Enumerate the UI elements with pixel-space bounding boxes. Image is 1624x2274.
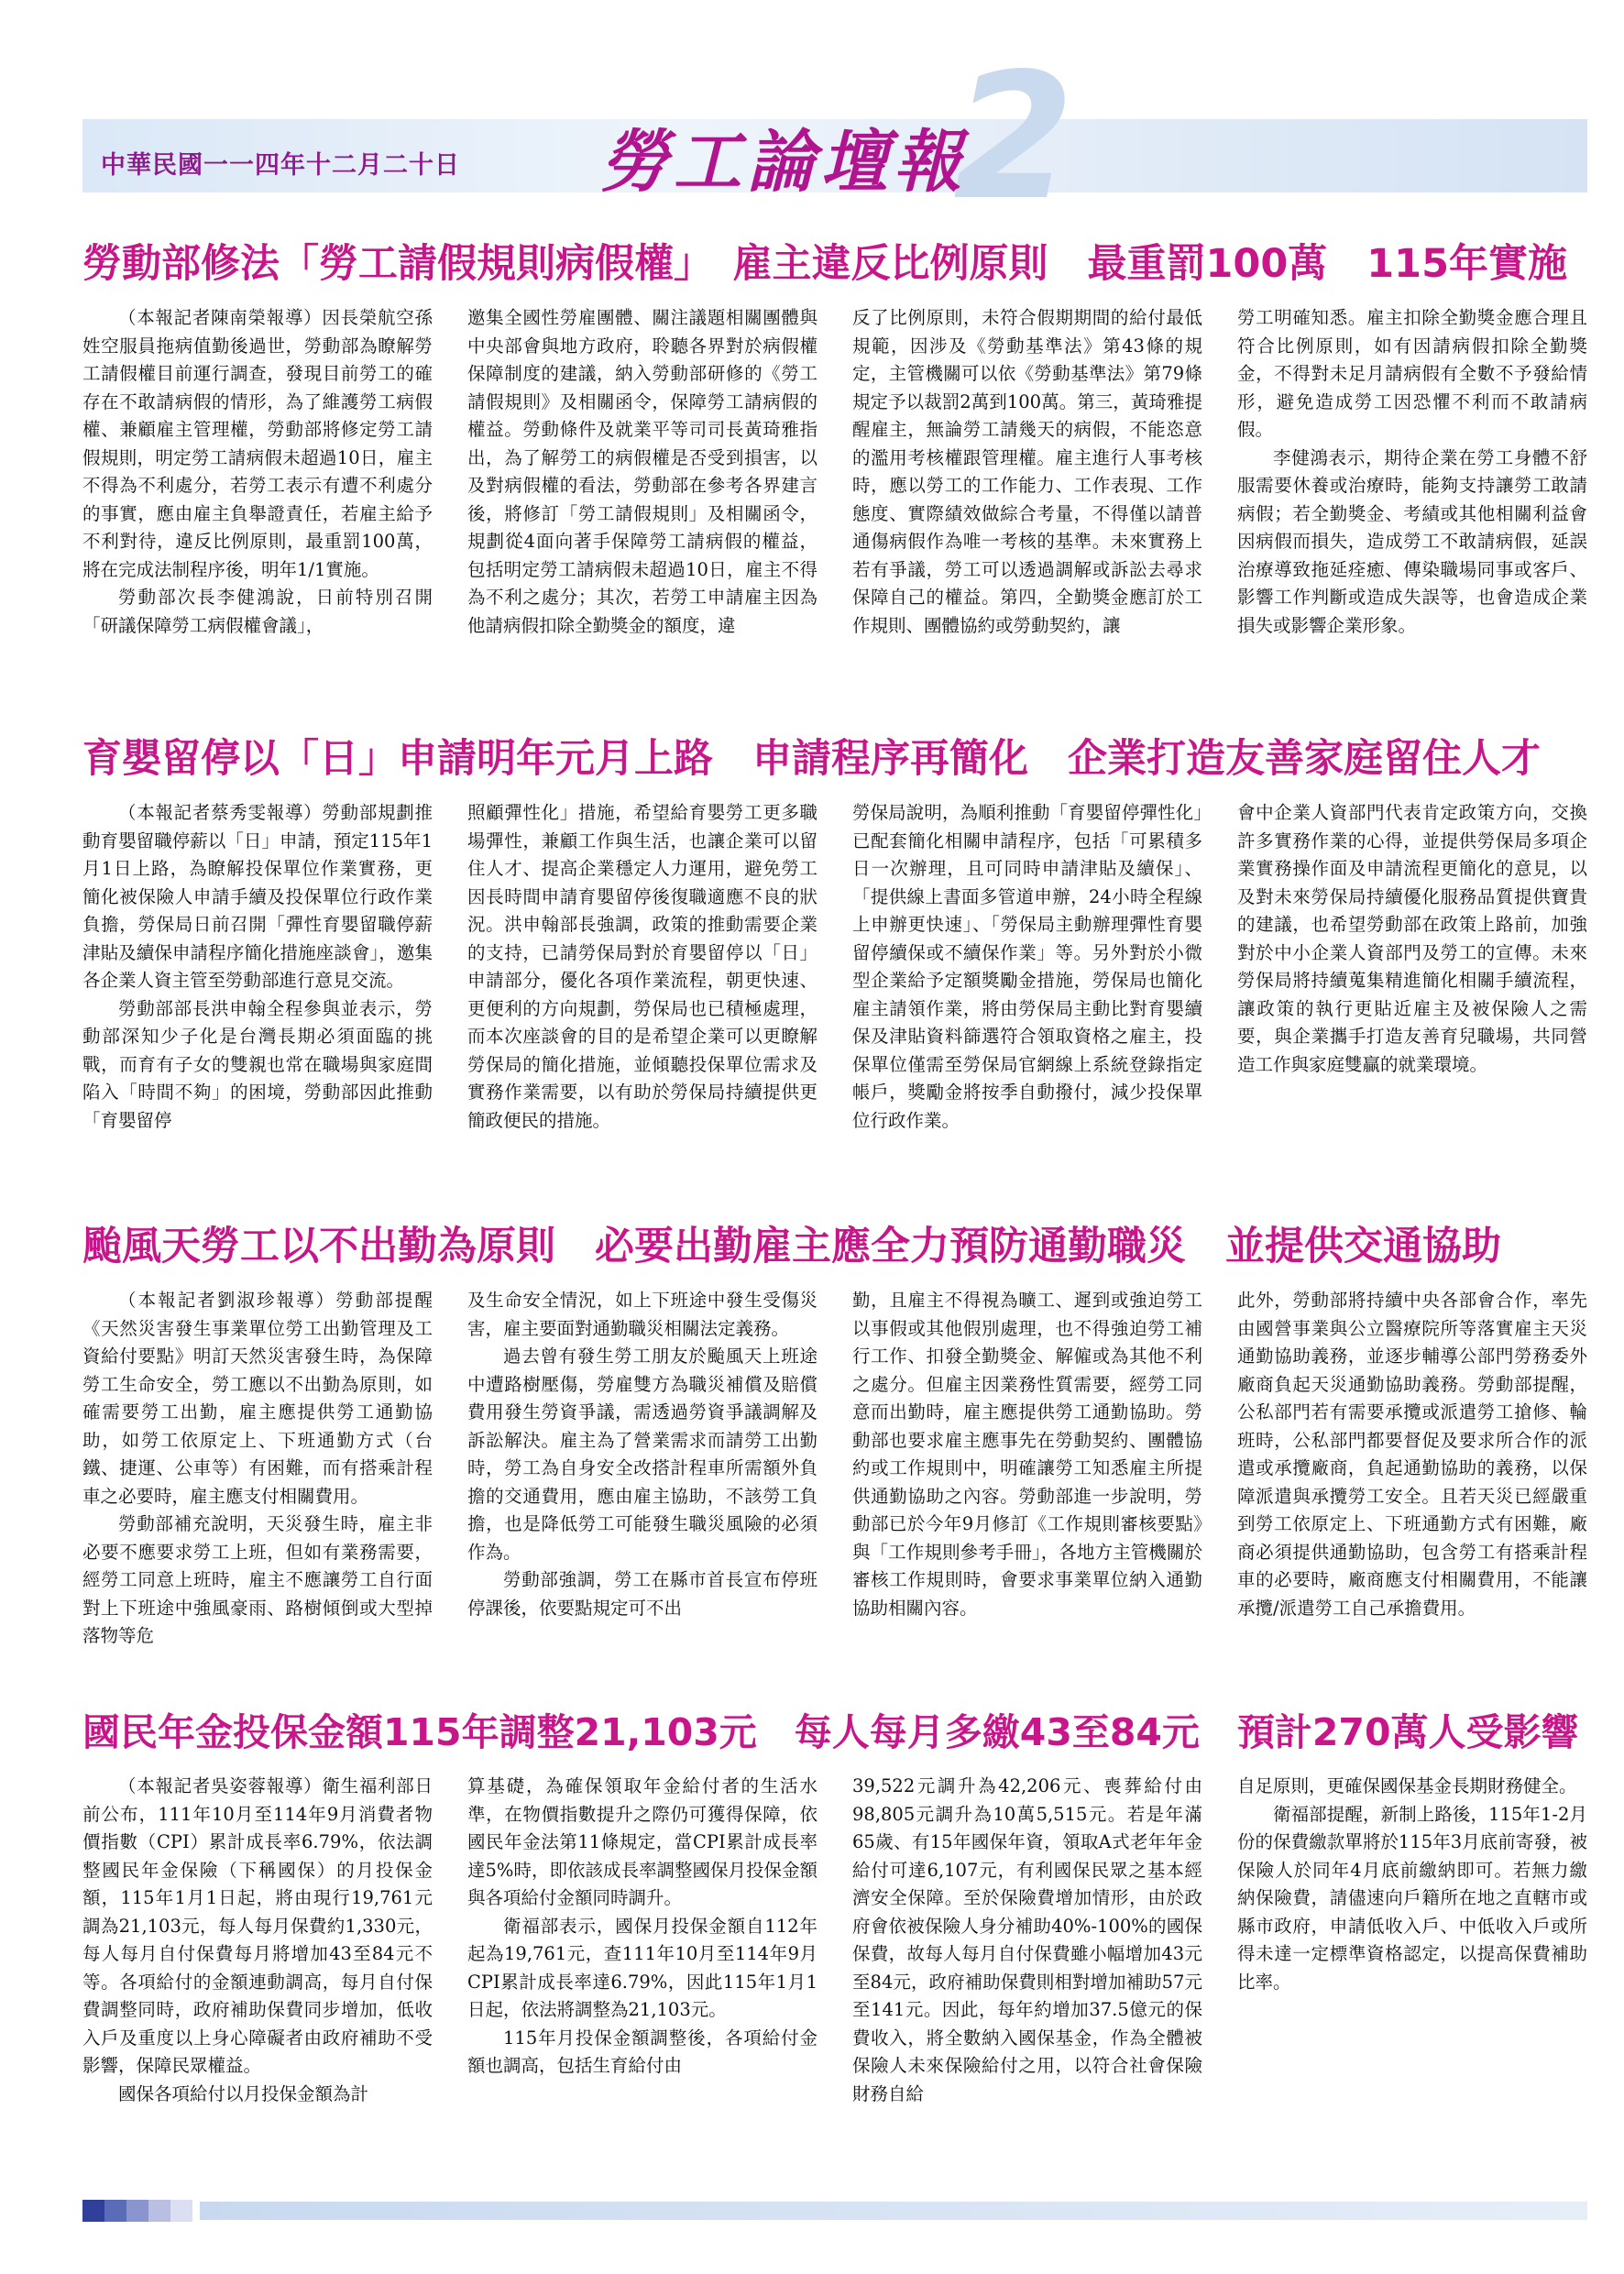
paragraph: （本報記者吳姿蓉報導）衛生福利部日前公布，111年10月至114年9月消費者物價指數（CPI）累計成長率6.79%，依法調整國民年金保險（下稱國保）的月投保金額，115年1月1日起，將由現行19,761元調為21,103元，每人每月保費約1,330元，每人每月自付保費每月將增加43至84元不等。各項給付的金額連動調高，每月自付保費調整同時，政府補助保費同步增加，低收入戶及重度以上身心障礙者由政府補助不受影響，保障民眾權益。 (82, 1775, 433, 2076)
text-column (1237, 799, 1587, 1135)
article-headline: 颱風天勞工以不出勤為原則 必要出勤雇主應全力預防通勤職災 並提供交通協助 (82, 1224, 1501, 1269)
paragraph: 勤，且雇主不得視為曠工、遲到或強迫勞工以事假或其他假別處理，也不得強迫勞工補行工作、扣發全勤獎金、解僱或為其他不利之處分。但雇主因業務性質需要，經勞工同意而出勤時，雇主應提供勞工通勤協助。勞動部也要求雇主應事先在勞動契約、團體協約或工作規則中，明確讓勞工知悉雇主所提供通勤協助之內容。勞動部進一步說明，勞動部已於今年9月修訂《工作規則審核要點》與「工作規則參考手冊」，各地方主管機關於審核工作規則時，會要求事業單位納入通勤協助相關內容。 (852, 1290, 1202, 1619)
text-column (852, 1287, 1202, 1651)
article-body (82, 799, 1587, 1135)
article-headline: 國民年金投保金額115年調整21,103元 每人每月多繳43至84元 預計270萬人受影響 (82, 1710, 1579, 1754)
text-column (467, 799, 817, 1135)
paragraph: 及生命安全情況，如上下班途中發生受傷災害，雇主要面對通勤職災相關法定義務。 (467, 1290, 817, 1339)
text-column (852, 304, 1202, 640)
article-typhoon-commute (82, 1219, 1587, 1651)
paragraph: 勞動部部長洪申翰全程參與並表示，勞動部深知少子化是台灣長期必須面臨的挑戰，而育有子女的雙親也常在職場與家庭間陷入「時間不夠」的困境，勞動部因此推動「育嬰留停 (82, 997, 433, 1131)
text-column (1237, 1773, 1587, 2108)
paragraph: 李健鴻表示，期待企業在勞工身體不舒服需要休養或治療時，能夠支持讓勞工敢請病假；若全勤獎金、考績或其他相關利益會因病假而損失，造成勞工不敢請病假，延誤治療導致拖延痊癒、傳染職場同事或客戶、影響工作判斷或造成失誤等，也會造成企業損失或影響企業形象。 (1237, 446, 1587, 636)
paragraph: 反了比例原則，未符合假期期間的給付最低規範，因涉及《勞動基準法》第43條的規定，主管機關可以依《勞動基準法》第79條規定予以裁罰2萬到100萬。第三，黃琦雅提醒雇主，無論勞工請幾天的病假，不能恣意的濫用考核權跟管理權。雇主進行人事考核時，應以勞工的工作能力、工作表現、工作態度、實際績效做綜合考量，不得僅以請普通傷病假作為唯一考核的基準。未來實務上若有爭議，勞工可以透過調解或訴訟去尋求保障自己的權益。第四，全勤獎金應訂於工作規則、團體協約或勞動契約，讓 (852, 307, 1202, 636)
text-column (1237, 1287, 1587, 1651)
paragraph: 算基礎，為確保領取年金給付者的生活水準，在物價指數提升之際仍可獲得保障，依國民年金法第11條規定，當CPI累計成長率達5%時，即依該成長率調整國保月投保金額與各項給付金額同時調升。 (467, 1775, 817, 1908)
text-column (467, 1773, 817, 2108)
issue-date: 中華民國一一四年十二月二十日 (101, 151, 460, 180)
paragraph: 國保各項給付以月投保金額為計 (118, 2082, 369, 2104)
paragraph: 勞動部次長李健鴻說，日前特別召開「研議保障勞工病假權會議」， (82, 587, 433, 636)
text-column (82, 304, 433, 640)
article-sick-leave (82, 236, 1587, 640)
newspaper-title: 勞工論壇報 (600, 123, 967, 202)
footer-color-blocks (82, 2200, 192, 2222)
paragraph: 此外，勞動部將持續中央各部會合作，率先由國營事業與公立醫療院所等落實雇主天災通勤協助義務，並逐步輔導公部門勞務委外廠商負起天災通勤協助義務。勞動部提醒，公私部門若有需要承攬或派遣勞工搶修、輪班時，公私部門都要督促及要求所合作的派遣或承攬廠商，負起通勤協助的義務，以保障派遣與承攬勞工安全。且若天災已經嚴重到勞工依原定上、下班通勤方式有困難，廠商必須提供通勤協助，包含勞工有搭乘計程車的必要時，廠商應支付相關費用，不能讓承攬/派遣勞工自己承擔費用。 (1237, 1290, 1587, 1619)
paragraph: 39,522元調升為42,206元、喪葬給付由98,805元調升為10萬5,515元。若是年滿65歲、有15年國保年資，領取A式老年年金給付可達6,107元，有利國保民眾之基本經濟安全保障。至於保險費增加情形，由於政府會依被保險人身分補助40%-100%的國保保費，故每人每月自付保費雖小幅增加43元至84元，政府補助保費則相對增加補助57元至141元。因此，每年約增加37.5億元的保費收入，將全數納入國保基金，作為全體被保險人未來保險給付之用，以符合社會保險財務自給 (852, 1775, 1202, 2104)
article-parental-leave (82, 731, 1587, 1135)
paragraph: 勞工明確知悉。雇主扣除全勤獎金應合理且符合比例原則，如有因請病假扣除全勤獎金，不得對未足月請病假有全數不予發給情形，避免造成勞工因恐懼不利而不敢請病假。 (1237, 307, 1587, 440)
text-column (82, 799, 433, 1135)
footer-bar (200, 2202, 1587, 2220)
article-headline: 育嬰留停以「日」申請明年元月上路 申請程序再簡化 企業打造友善家庭留住人才 (82, 736, 1541, 782)
text-column (82, 1773, 433, 2108)
text-column (467, 304, 817, 640)
text-column (82, 1287, 433, 1651)
article-body (82, 1287, 1587, 1651)
paragraph: 勞動部補充說明，天災發生時，雇主非必要不應要求勞工上班，但如有業務需要，經勞工同意上班時，雇主不應讓勞工自行面對上下班途中強風豪雨、路樹傾倒或大型掉落物等危 (82, 1513, 433, 1646)
article-headline: 勞動部修法「勞工請假規則病假權」 雇主違反比例原則 最重罰100萬 115年實施 (82, 241, 1568, 287)
text-column (1237, 304, 1587, 640)
text-column (852, 799, 1202, 1135)
paragraph: 照顧彈性化」措施，希望給育嬰勞工更多職場彈性，兼顧工作與生活，也讓企業可以留住人才、提高企業穩定人力運用，避免勞工因長時間申請育嬰留停後復職適應不良的狀況。洪申翰部長強調，政策的推動需要企業的支持，已請勞保局對於育嬰留停以「日」申請部分，優化各項作業流程，朝更快速、更便利的方向規劃，勞保局也已積極處理，而本次座談會的目的是希望企業可以更瞭解勞保局的簡化措施，並傾聽投保單位需求及實務作業需要，以有助於勞保局持續提供更簡政便民的措施。 (467, 802, 817, 1131)
article-body (82, 1773, 1587, 2108)
paragraph: 衛福部表示，國保月投保金額自112年起為19,761元，查111年10月至114年9月CPI累計成長率達6.79%，因此115年1月1日起，依法將調整為21,103元。 (467, 1915, 817, 2020)
paragraph: 115年月投保金額調整後，各項給付金額也調高，包括生育給付由 (467, 2027, 817, 2076)
paragraph: （本報記者陳南榮報導）因長榮航空孫姓空服員拖病值勤後過世，勞動部為瞭解勞工請假權目前運行調查，發現目前勞工的確存在不敢請病假的情形，為了維護勞工病假權、兼顧雇主管理權，勞動部將修定勞工請假規則，明定勞工請病假未超過10日，雇主不得為不利處分，若勞工表示有遭不利處分的事實，應由雇主負舉證責任，若雇主給予不利對待，違反比例原則，最重罰100萬，將在完成法制程序後，明年1/1實施。 (82, 307, 433, 580)
text-column (467, 1287, 817, 1651)
text-column (852, 1773, 1202, 2108)
paragraph: 會中企業人資部門代表肯定政策方向，交換許多實務作業的心得，並提供勞保局多項企業實務操作面及申請流程更簡化的意見，以及對未來勞保局持續優化服務品質提供寶貴的建議，也希望勞動部在政策上路前，加強對於中小企業人資部門及勞工的宣傳。未來勞保局將持續蒐集精進簡化相關手續流程，讓政策的執行更貼近雇主及被保險人之需要，與企業攜手打造友善育兒職場，共同營造工作與家庭雙贏的就業環境。 (1237, 802, 1587, 1075)
paragraph: 勞動部強調，勞工在縣市首長宣布停班停課後，依要點規定可不出 (467, 1569, 817, 1619)
paragraph: 邀集全國性勞雇團體、關注議題相關團體與中央部會與地方政府，聆聽各界對於病假權保障制度的建議，納入勞動部研修的《勞工請假規則》及相關函令，保障勞工請病假的權益。勞動條件及就業平等司司長黃琦雅指出，為了解勞工的病假權是否受到損害，以及對病假權的看法，勞動部在參考各界建言後，將修訂「勞工請假規則」及相關函令，規劃從4面向著手保障勞工請病假的權益，包括明定勞工請病假未超過10日，雇主不得為不利之處分；其次，若勞工申請雇主因為他請病假扣除全勤獎金的額度，違 (467, 307, 817, 636)
article-body (82, 304, 1587, 640)
paragraph: （本報記者劉淑珍報導）勞動部提醒《天然災害發生事業單位勞工出勤管理及工資給付要點》明訂天然災害發生時，為保障勞工生命安全，勞工應以不出勤為原則，如確需要勞工出勤，雇主應提供勞工通勤協助，如勞工依原定上、下班通勤方式（台鐵、捷運、公車等）有困難，而有搭乘計程車之必要時，雇主應支付相關費用。 (82, 1290, 433, 1507)
paragraph: 自足原則，更確保國保基金長期財務健全。 (1237, 1775, 1577, 1796)
paragraph: （本報記者蔡秀雯報導）勞動部規劃推動育嬰留職停薪以「日」申請，預定115年1月1日上路，為瞭解投保單位作業實務，更簡化被保險人申請手續及投保單位行政作業負擔，勞保局日前召開「彈性育嬰留職停薪津貼及續保申請程序簡化措施座談會」，邀集各企業人資主管至勞動部進行意見交流。 (82, 802, 433, 991)
page-number: 2 (953, 36, 1075, 238)
article-national-pension (82, 1705, 1587, 2108)
paragraph: 衛福部提醒，新制上路後，115年1-2月份的保費繳款單將於115年3月底前寄發，被保險人於同年4月底前繳納即可。若無力繳納保險費，請儘速向戶籍所在地之直轄市或縣市政府，申請低收入戶、中低收入戶或所得未達一定標準資格認定，以提高保費補助比率。 (1237, 1803, 1587, 1993)
paragraph: 過去曾有發生勞工朋友於颱風天上班途中遭路樹壓傷，勞雇雙方為職災補償及賠償費用發生勞資爭議，需透過勞資爭議調解及訴訟解決。雇主為了營業需求而請勞工出勤時，勞工為自身安全改搭計程車所需額外負擔的交通費用，應由雇主協助，不該勞工負擔，也是降低勞工可能發生職災風險的必須作為。 (467, 1346, 817, 1563)
paragraph: 勞保局說明，為順利推動「育嬰留停彈性化」已配套簡化相關申請程序，包括「可累積多日一次辦理，且可同時申請津貼及續保」、「提供線上書面多管道申辦，24小時全程線上申辦更快速」、「勞保局主動辦理彈性育嬰留停續保或不續保作業」等。另外對於小微型企業給予定額獎勵金措施，勞保局也簡化雇主請領作業，將由勞保局主動比對育嬰續保及津貼資料篩選符合領取資格之雇主，投保單位僅需至勞保局官網線上系統登錄指定帳戶，獎勵金將按季自動撥付，減少投保單位行政作業。 (852, 802, 1202, 1131)
